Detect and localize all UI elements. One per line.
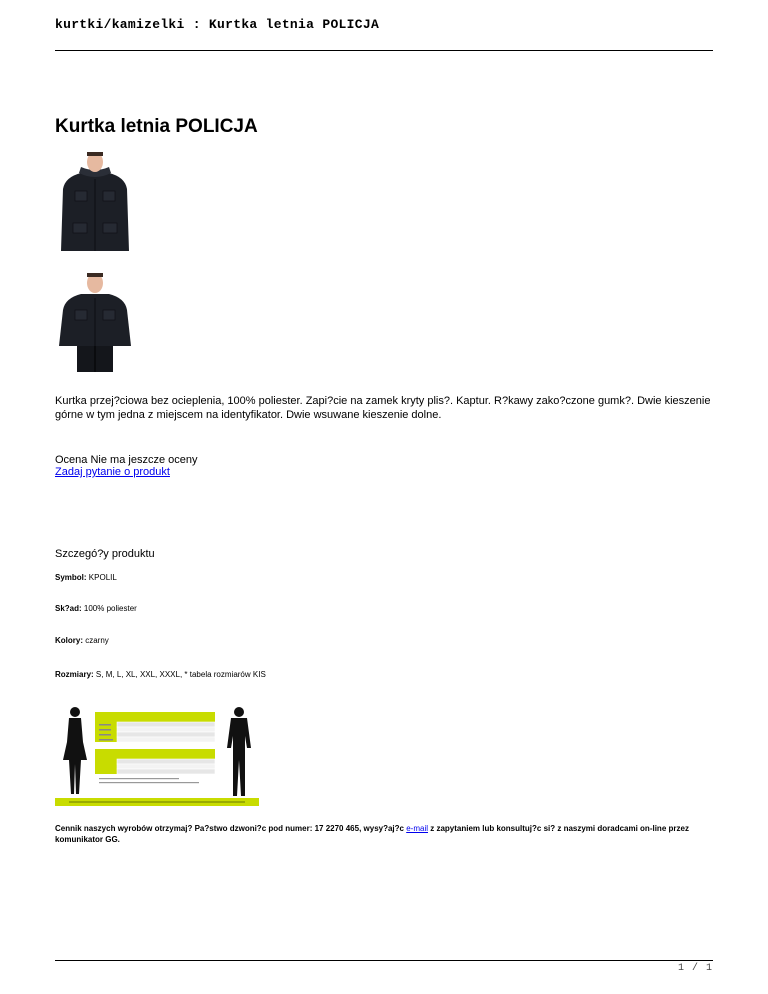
spec-sizes (55, 670, 266, 679)
spec-label: Symbol: (55, 573, 87, 582)
size-chart-image[interactable] (55, 702, 259, 806)
contact-text-after: z zapytaniem lub konsultuj?c si? z naszymi doradcami on-line przez komunikator GG. (55, 824, 689, 844)
email-link[interactable]: e-mail (406, 824, 428, 833)
page-title: Kurtka letnia POLICJA (55, 116, 258, 137)
spec-symbol (55, 573, 117, 582)
spec-label: Sk?ad: (55, 604, 82, 613)
spec-value: czarny (85, 636, 109, 645)
spec-composition (55, 604, 137, 613)
spec-label: Kolory: (55, 636, 83, 645)
page-indicator: 1 / 1 (677, 963, 713, 974)
product-photo-front-alt[interactable] (55, 268, 135, 372)
spec-value: S, M, L, XL, XXL, XXXL, * tabela rozmiarów KIS (95, 670, 266, 679)
page-header-breadcrumb: kurtki/kamizelki : Kurtka letnia POLICJA (55, 17, 380, 32)
rating-value: Nie ma jeszcze oceny (90, 454, 198, 466)
details-heading: Szczegó?y produktu (55, 548, 155, 560)
spec-value: 100% poliester (83, 604, 137, 613)
product-description: Kurtka przej?ciowa bez ocieplenia, 100% poliester. Zapi?cie na zamek kryty plis?. Kaptur. R?kawy zako?czone gumk?. Dwie kieszenie górne w tym jedna z miejscem na identyfikator. Dwie wsuwane kieszenie dolne. (55, 395, 711, 421)
spec-value: KPOLIL (88, 573, 117, 582)
ask-question-link[interactable]: Zadaj pytanie o produkt (55, 466, 170, 478)
product-photo-front[interactable] (55, 147, 135, 251)
contact-text-before: Cennik naszych wyrobów otrzymaj? Pa?stwo dzwoni?c pod numer: 17 2270 465, wysy?aj?c (55, 824, 407, 833)
header-rule (55, 50, 713, 51)
spec-colors (55, 636, 109, 645)
spec-label: Rozmiary: (55, 670, 94, 679)
footer-rule (55, 960, 713, 961)
rating-label: Ocena (55, 454, 88, 466)
contact-info (55, 823, 705, 845)
